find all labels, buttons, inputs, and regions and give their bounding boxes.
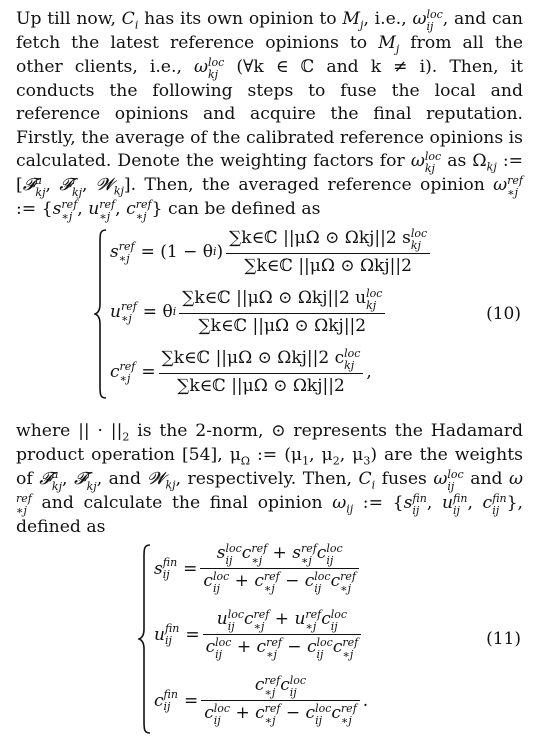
text-run: := [ <box>16 151 524 196</box>
eq11-frac-u: u loc ij c ref ∗j + u ref ∗j c loc ij c loc ij + c ref ∗j − c loc ij c ref ∗j <box>203 609 362 660</box>
text-run: := (μ <box>257 444 303 465</box>
text-run: and <box>470 468 503 489</box>
eq11-frac-s: s loc ij c ref ∗j + s ref ∗j c loc ij c loc ij + c ref ∗j − c loc ij c ref ∗j <box>200 543 359 594</box>
eq-punct: . <box>362 690 369 711</box>
eq10-frac-s: ∑k∈ℂ ||μΩ ⊙ Ωkj||2 s loc kj ∑k∈ℂ ||μΩ ⊙ Ωkj||2 <box>226 228 430 276</box>
citation-link[interactable]: [54] <box>181 444 218 465</box>
equation-number-11: (11) <box>486 629 521 650</box>
text-run: is the 2-norm, ⊙ represents the Hadamard product operation <box>16 421 524 465</box>
paragraph-1: Up till now, $C_i$ has its own opinion to $M_j$, i.e., ω loc ij , and can fetch the latest reference opinions to $M_j$ from all the other clients, i.e., ω loc kj (∀k ∈ ℂ and k ≠ i). Then, it conducts the following steps to fuse the local and reference opinions and acquire the final reputation. Firstly, the average of the calibrated reference opinions is calculated. Denote the weighting factors for ω loc kj as $\Omega_{kj}$ := [𝓕 a kj , 𝓕 r kj , 𝓦$_{kj}$]. Then, the averaged reference opinion ω ref ∗j := {s ref ∗j , u ref ∗j , c ref ∗j } can be defined as <box>16 8 524 224</box>
text-run: := { <box>362 492 404 513</box>
text-run: has its own opinion to <box>144 9 337 29</box>
text-run: where || · || <box>16 421 123 442</box>
eq11-row-s: s fin ij = s loc ij c ref ∗j + s ref ∗j c loc ij c loc ij + c ref ∗j − c loc ij c ref ∗j <box>154 543 362 594</box>
left-brace-icon <box>94 228 108 400</box>
text-run: := { <box>16 199 53 220</box>
eq10-row-s: s ref ∗j = (1 − θ i ) ∑k∈ℂ ||μΩ ⊙ Ωkj||2 s loc kj ∑k∈ℂ ||μΩ ⊙ Ωkj||2 <box>110 228 433 276</box>
eq-punct: , <box>366 362 372 383</box>
text-run: fuses <box>381 468 427 489</box>
eq10-row-u: u ref ∗j = θ i ∑k∈ℂ ||μΩ ⊙ Ωkj||2 u loc kj ∑k∈ℂ ||μΩ ⊙ Ωkj||2 <box>110 288 388 336</box>
equation-10 <box>16 228 523 406</box>
text-run: from all the other clients, i.e., <box>16 33 523 77</box>
eq10-frac-u: ∑k∈ℂ ||μΩ ⊙ Ωkj||2 u loc kj ∑k∈ℂ ||μΩ ⊙ Ωkj||2 <box>179 288 385 336</box>
eq-symbol: s <box>110 242 119 263</box>
text-run: }, defined as <box>16 492 524 537</box>
eq11-row-c: c fin ij = c ref ∗j c loc ij c loc ij + c ref ∗j − c loc ij c ref ∗j . <box>154 674 369 728</box>
text-run: } can be defined as <box>151 199 321 220</box>
eq-term: = θ <box>142 302 173 323</box>
eq-denominator: ∑k∈ℂ ||μΩ ⊙ Ωkj||2 <box>244 256 412 277</box>
eq10-frac-c: ∑k∈ℂ ||μΩ ⊙ Ωkj||2 c loc kj ∑k∈ℂ ||μΩ ⊙ Ωkj||2 <box>159 348 364 396</box>
eq-denominator: ∑k∈ℂ ||μΩ ⊙ Ωkj||2 <box>198 316 367 337</box>
text-run: , and <box>96 468 141 489</box>
eq11-row-u: u fin ij = u loc ij c ref ∗j + u ref ∗j c loc ij c loc ij + c ref ∗j − c loc ij c ref ∗j <box>154 609 364 660</box>
eq10-row-c: c ref ∗j = ∑k∈ℂ ||μΩ ⊙ Ωkj||2 c loc kj ∑k∈ℂ ||μΩ ⊙ Ωkj||2 , <box>110 347 372 397</box>
eq-symbol: s <box>154 558 163 579</box>
paragraph-2: where || · $||_2$ is the 2-norm, ⊙ represents the Hadamard product operation [54], $\mu_\Omega$ := ($\mu_1$, $\mu_2$, $\mu_3$) are the weights of 𝓕 a kj , 𝓕 r kj , and 𝓦$_{kj}$, respectively. Then, $C_i$ fuses ω loc ij and ω ref ∗j and calculate the final opinion $\omega_{ij}$ := {s fin ij , u fin ij , c fin ij }, defined as <box>16 421 524 537</box>
text-run: , i.e., <box>363 9 407 29</box>
text-run: , μ <box>217 444 241 465</box>
left-brace-icon <box>138 543 152 735</box>
eq-denominator: ∑k∈ℂ ||μΩ ⊙ Ωkj||2 <box>177 376 345 397</box>
eq-numerator: ∑k∈ℂ ||μΩ ⊙ Ωkj||2 c <box>161 348 345 369</box>
eq-symbol: c <box>154 690 164 711</box>
eq-numerator: ∑k∈ℂ ||μΩ ⊙ Ωkj||2 s <box>229 228 411 249</box>
eq-numerator: ∑k∈ℂ ||μΩ ⊙ Ωkj||2 u <box>182 288 367 309</box>
equation-number-10: (10) <box>486 304 521 325</box>
equation-11 <box>16 543 523 743</box>
text-run: , μ <box>339 444 364 465</box>
eq-denominator: c <box>203 571 213 592</box>
text-run: (∀k ∈ ℂ and k ≠ i). Then, it conducts the following steps to fuse the local and reference opinions and acquire the final reputation. Firstly, the average of the calibrated reference opinions is calculated. Denote the weighting factors for <box>16 56 523 172</box>
eq-symbol: c <box>110 362 120 383</box>
eq11-frac-c: c ref ∗j c loc ij c loc ij + c ref ∗j − c loc ij c ref ∗j <box>201 675 360 726</box>
text-run: and calculate the final opinion <box>41 492 323 513</box>
text-run: , and can fetch the latest reference opinions to <box>16 9 523 53</box>
text-run: ]. Then, the averaged reference opinion <box>123 175 485 196</box>
text-run: , μ <box>309 444 333 465</box>
text-run: ) are the weights of <box>16 444 523 489</box>
eq-symbol: u <box>110 302 121 323</box>
text-run: , respectively. Then, <box>175 468 352 489</box>
eq-symbol: u <box>154 624 165 645</box>
text-run: Up till now, <box>16 9 116 29</box>
eq-term: = (1 − θ <box>140 242 213 263</box>
text-run: as Ω <box>447 151 487 172</box>
